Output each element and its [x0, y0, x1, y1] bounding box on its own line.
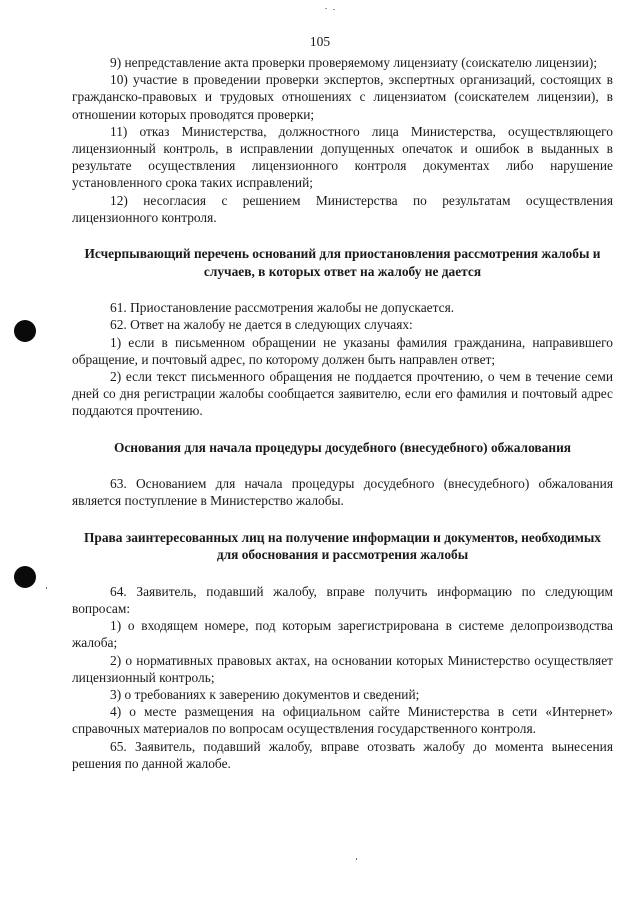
- paragraph-64: 64. Заявитель, подавший жалобу, вправе получить информацию по следующим вопросам:: [72, 583, 613, 617]
- paragraph-item-11: 11) отказ Министерства, должностного лица Министерства, осуществляющего лицензионный контроль, в исправлении допущенных опечаток и ошибок в выданных в результате осуществления лицензионного контроля документах либо нарушение установленного срока таких исправлений;: [72, 123, 613, 191]
- paragraph-62-case-1: 1) если в письменном обращении не указаны фамилия гражданина, направившего обращение, и почтовый адрес, по которому должен быть направлен ответ;: [72, 334, 613, 367]
- scan-mark: [46, 587, 47, 589]
- paragraph-item-12: 12) несогласия с решением Министерства по результатам осуществления лицензионного контроля.: [72, 192, 613, 225]
- section-heading-appeal-grounds: Основания для начала процедуры досудебного (внесудебного) обжалования: [113, 439, 572, 455]
- paragraph-64-item-4: 4) о месте размещения на официальном сайте Министерства в сети «Интернет» справочных материалов по вопросам осуществления государственного контроля.: [72, 704, 613, 737]
- scan-mark: [356, 858, 357, 860]
- paragraph-64-item-1: 1) о входящем номере, под которым зарегистрирована в системе делопроизводства жалоба;: [72, 618, 613, 651]
- scan-speck: [325, 8, 327, 9]
- document-body: [72, 54, 613, 772]
- paragraph-64-item-3: 3) о требованиях к заверению документов и сведений;: [110, 687, 420, 703]
- paragraph-62-case-2: 2) если текст письменного обращения не поддается прочтению, о чем в течение семи дней со дня регистрации жалобы сообщается заявителю, если его фамилия и почтовый адрес поддаются прочтению.: [72, 369, 613, 419]
- paragraph-62: 62. Ответ на жалобу не дается в следующих случаях:: [110, 317, 413, 333]
- punch-hole-upper: [14, 320, 36, 342]
- section-heading-information-rights: Права заинтересованных лиц на получение информации и документов, необходимых для обоснования и рассмотрения жалобы: [84, 529, 601, 563]
- paragraph-61: 61. Приостановление рассмотрения жалобы не допускается.: [110, 300, 455, 316]
- paragraph-63: 63. Основанием для начала процедуры досудебного (внесудебного) обжалования является поступление в Министерство жалобы.: [72, 476, 613, 509]
- paragraph-64-item-2: 2) о нормативных правовых актах, на основании которых Министерство осуществляет лицензионный контроль;: [72, 652, 613, 685]
- section-heading-suspension-grounds: Исчерпывающий перечень оснований для приостановления рассмотрения жалобы и случаев, в которых ответ на жалобу не дается: [84, 246, 601, 279]
- scan-speck: [333, 9, 335, 10]
- page-number: 105: [309, 34, 331, 49]
- paragraph-item-10: 10) участие в проведении проверки экспертов, экспертных организаций, состоящих в гражданско-правовых и трудовых отношениях с лицензиатом (соискателем лицензии), в отношении которых проводятся проверки;: [72, 72, 613, 122]
- paragraph-item-9: 9) непредставление акта проверки проверяемому лицензиату (соискателю лицензии);: [110, 55, 598, 70]
- paragraph-65: 65. Заявитель, подавший жалобу, вправе отозвать жалобу до момента вынесения решения по данной жалобе.: [72, 738, 613, 771]
- punch-hole-lower: [14, 566, 36, 588]
